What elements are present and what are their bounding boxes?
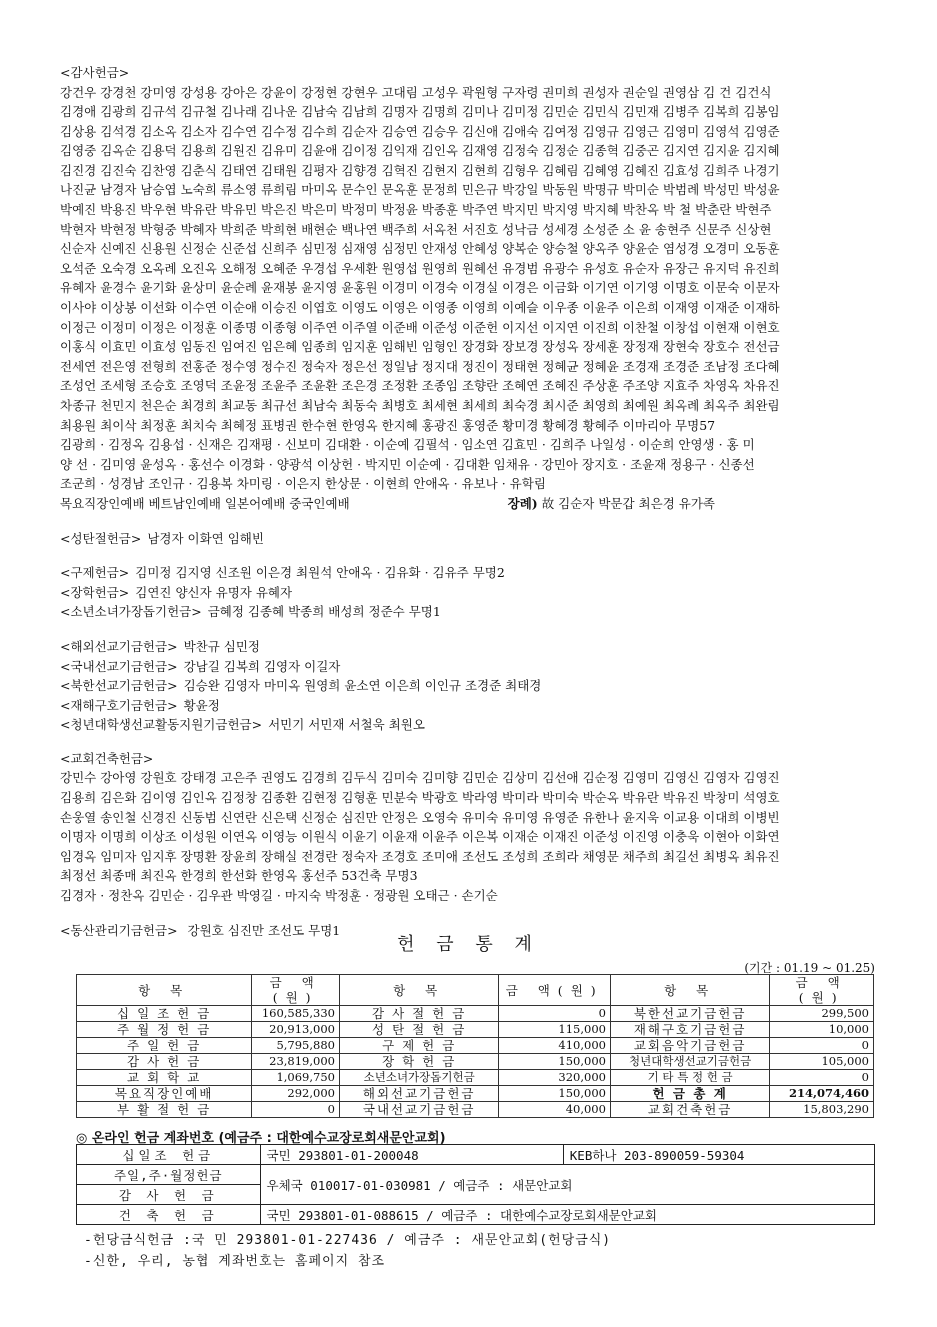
offering-group-label: <해외선교기금헌금>	[60, 638, 178, 654]
offering-group-line	[60, 657, 878, 677]
col-item-header: 항 목	[77, 975, 252, 1006]
stats-title: 헌 금 통 계	[397, 934, 540, 955]
offering-group-line	[60, 715, 878, 735]
stats-item: 목요직장인예배	[77, 1086, 252, 1102]
name-line: 나진균 남경자 남승엽 노숙희 류소영 류희림 마미옥 문수인 문옥훈 문정희 민은규 박강일 박동원 박명규 박미순 박범례 박성민 박성윤	[60, 182, 780, 198]
offering-group-line	[60, 696, 878, 716]
offering-group-line	[60, 637, 878, 657]
account-row	[77, 1165, 875, 1185]
name-line: 신순자 신예진 신용원 신정순 신준섭 신희주 심민정 심재영 심정민 안재성 안혜성 양복순 양승철 양옥주 양윤순 염성경 오경미 오동훈	[60, 241, 780, 257]
offering-group-label: <북한선교기금헌금>	[60, 678, 178, 694]
name-line: 최정선 최종매 최진옥 한경희 한선화 한영옥 홍선주 53건축 무명3	[60, 868, 418, 884]
stats-amount: 0	[499, 1006, 611, 1022]
stats-amount: 20,913,000	[252, 1022, 340, 1038]
offering-group-names: 강남길 김복희 김영자 이길자	[183, 658, 341, 674]
stats-item: 장 학 헌 금	[339, 1054, 498, 1070]
offering-group-label: <소년소녀가장돕기헌금>	[60, 604, 202, 620]
stats-item: 청년대학생선교기금헌금	[610, 1054, 769, 1070]
building-offering-names	[60, 768, 878, 905]
name-line: 김진경 김진숙 김찬영 김춘식 김태연 김태원 김평자 김향경 김혁진 김현지 김현희 김형우 김혜림 김혜영 김혜진 김효성 김희주 나경기	[60, 162, 780, 178]
stats-item: 구 제 헌 금	[339, 1038, 498, 1054]
name-line: 이정근 이정미 이정은 이정훈 이종명 이종형 이주연 이주열 이준배 이준성 이준헌 이지선 이지연 이진희 이찬철 이창섭 이현재 이현호	[60, 319, 780, 335]
stats-item: 교회건축헌금	[610, 1102, 769, 1118]
offering-group-line	[60, 529, 878, 549]
stats-amount: 15,803,290	[770, 1102, 874, 1118]
account-value: KEB하나 203-890059-59304	[563, 1145, 874, 1165]
name-line: 전세연 전은영 전형희 전홍준 정수영 정수진 정숙자 정은선 정일남 정지대 정진이 정태현 정혜균 정혜윤 조경재 조경준 조남정 조다혜	[60, 358, 780, 374]
footer-note-2: -신한, 우리, 농협 계좌번호는 홈페이지 참조	[84, 1254, 386, 1269]
stats-amount: 23,819,000	[252, 1054, 340, 1070]
name-line: 김경자 · 정찬옥 김민순 · 김우관 박영길 · 마지숙 박정훈 · 정광원 오태근 · 손기순	[60, 887, 498, 903]
name-line: 김경애 김광희 김규석 김규철 김나래 김나운 김남숙 김남희 김명자 김명희 김미나 김미정 김민순 김민식 김민재 김병주 김복희 김봉임	[60, 104, 780, 120]
stats-amount: 115,000	[499, 1022, 611, 1038]
offering-group-names: 김승완 김영자 마미옥 원영희 윤소연 이은희 이인규 조경준 최태경	[183, 678, 542, 694]
name-line: 조성언 조세형 조승호 조영덕 조윤정 조윤주 조윤환 조은경 조정환 조종임 조향란 조혜연 조혜진 주상훈 주조양 지효주 차영옥 차유진	[60, 378, 780, 394]
name-line: 김상용 김석경 김소옥 김소자 김수연 김수정 김수희 김순자 김승연 김승우 김신애 김애숙 김여정 김영규 김영근 김영미 김영석 김영준	[60, 123, 780, 139]
name-line: 최용원 최이삭 최정훈 최치숙 최혜정 표병권 한수현 한영옥 한지혜 홍광진 홍영준 황미경 황혜경 황혜주 이마리아 무명57	[60, 417, 716, 433]
worship-groups: 목요직장인예배 베트남인예배 일본어예배 중국인예배	[60, 495, 350, 511]
stats-row	[77, 1102, 874, 1118]
stats-item: 교회음악기금헌금	[610, 1038, 769, 1054]
offering-group-names: 서민기 서민재 서철욱 최원오	[268, 717, 425, 733]
offering-group-names: 박찬규 심민정	[183, 638, 260, 654]
property-offering-names: 강원호 심진만 조선도 무명1	[187, 922, 341, 938]
name-line: 김광희 · 김정옥 김용섭 · 신재은 김재평 · 신보미 김대환 · 이순예 김필석 · 임소연 김효민 · 김희주 나일성 · 이순희 안영생 · 홍 미	[60, 437, 755, 453]
stats-amount: 150,000	[499, 1086, 611, 1102]
stats-item: 십 일 조 헌 금	[77, 1006, 252, 1022]
offering-group-label: <청년대학생선교활동지원기금헌금>	[60, 717, 263, 733]
stats-row	[77, 1022, 874, 1038]
offering-group-label: <국내선교기금헌금>	[60, 658, 178, 674]
offering-group-label: <구제헌금>	[60, 565, 130, 581]
stats-item: 기 타 특 정 헌 금	[610, 1070, 769, 1086]
name-line: 강민수 강아영 강원호 강태경 고은주 권영도 김경희 김두식 김미숙 김미향 김민순 김상미 김선애 김순정 김영미 김영신 김영자 김영진	[60, 770, 780, 786]
stats-amount: 292,000	[252, 1086, 340, 1102]
donor-list	[60, 64, 878, 940]
account-value: 우체국 010017-01-030981 / 예금주 : 새문안교회	[260, 1165, 874, 1205]
relief-scholarship-section	[60, 563, 878, 622]
stats-amount: 0	[770, 1038, 874, 1054]
stats-item: 해외선교기금헌금	[339, 1086, 498, 1102]
stats-amount: 214,074,460	[770, 1086, 874, 1102]
stats-amount: 1,069,750	[252, 1070, 340, 1086]
offering-group-names: 김미정 김지영 신조원 이은경 최원석 안애옥 · 김유화 · 김유주 무명2	[135, 565, 505, 581]
stats-item: 부 활 절 헌 금	[77, 1102, 252, 1118]
stats-item: 성 탄 절 헌 금	[339, 1022, 498, 1038]
col-amount-header: 금 액(원)	[252, 975, 340, 1006]
name-line: 박예진 박용진 박우현 박유란 박유민 박은진 박은미 박정미 박정윤 박종훈 박주연 박지민 박지영 박지혜 박찬옥 박 철 박춘란 박현주	[60, 202, 772, 218]
christmas-offering-section	[60, 529, 878, 549]
col-amount-header: 금 액(원)	[770, 975, 874, 1006]
stats-amount: 150,000	[499, 1054, 611, 1070]
name-line: 김영중 김옥순 김용덕 김용희 김원진 김유미 김윤애 김이정 김익재 김인옥 김재영 김정숙 김정순 김종혁 김중곤 김지연 김지윤 김지혜	[60, 143, 780, 159]
name-line: 조군희 · 성경남 조인규 · 김용복 차미링 · 이은지 한상문 · 이현희 안애옥 · 유보나 · 유학림	[60, 476, 546, 492]
offering-group-names: 남경자 이화연 임해빈	[147, 530, 264, 546]
stats-item: 북한선교기금헌금	[610, 1006, 769, 1022]
stats-row	[77, 1006, 874, 1022]
stats-amount: 299,500	[770, 1006, 874, 1022]
building-offering-label: <교회건축헌금>	[60, 750, 154, 766]
account-value: 국민 293801-01-088615 / 예금주 : 대한예수교장로회새문안교회	[260, 1205, 874, 1225]
stats-item: 감 사 헌 금	[77, 1054, 252, 1070]
stats-amount: 10,000	[770, 1022, 874, 1038]
offering-group-line	[60, 676, 878, 696]
stats-amount: 0	[770, 1070, 874, 1086]
stats-amount: 40,000	[499, 1102, 611, 1118]
offering-group-line	[60, 583, 878, 603]
col-item-header: 항 목	[610, 975, 769, 1006]
account-table	[76, 1144, 875, 1225]
offering-group-label: <장학헌금>	[60, 584, 130, 600]
stats-row	[77, 1038, 874, 1054]
thanks-worship-line	[60, 494, 878, 514]
online-account-heading: ◎ 온라인 헌금 계좌번호 (예금주 : 대한예수교장로회새문안교회)	[76, 1131, 446, 1146]
stats-item: 교 회 학 교	[77, 1070, 252, 1086]
account-key: 건 축 헌 금	[77, 1205, 261, 1225]
account-key: 십일조 헌금	[77, 1145, 261, 1165]
name-line: 강건우 강경천 강미영 강성용 강아은 강윤이 강정현 강현우 고대림 고성우 곽원형 구자령 권미희 권성자 권순일 권영삼 김 건 김건식	[60, 84, 772, 100]
name-line: 박현자 박현정 박형중 박혜자 박희준 박희현 배현순 백나연 백주희 서옥천 서진호 성낙금 성세경 소성준 소 윤 송현주 신문주 신상현	[60, 221, 772, 237]
name-line: 차종규 천민지 천은순 최경희 최교동 최규선 최남숙 최동숙 최병호 최세현 최세희 최숙경 최시준 최영희 최예원 최옥례 최옥주 최완림	[60, 398, 780, 413]
thanks-offering-label: <감사헌금>	[60, 65, 130, 80]
stats-amount: 320,000	[499, 1070, 611, 1086]
stats-item: 감 사 절 헌 금	[339, 1006, 498, 1022]
name-line: 손웅열 송인철 신경진 신동범 신연란 신은택 신정순 심진만 안정은 오영숙 유미숙 유미영 유영준 유한나 윤지욱 이교용 이대희 이병빈	[60, 809, 780, 825]
name-line: 오석준 오숙경 오옥례 오진옥 오해정 오혜준 우경섭 우세환 원영섭 원영희 원혜선 유경범 유광수 유성호 유순자 유장근 유지덕 유진희	[60, 260, 780, 276]
stats-item: 재해구호기금헌금	[610, 1022, 769, 1038]
name-line: 임경옥 임미자 임지후 장명환 장윤희 장해실 전경란 정숙자 조경호 조미애 조선도 조성희 조희라 채영문 채주희 최길선 최병옥 최유진	[60, 848, 780, 864]
offering-stats-table	[76, 974, 874, 1118]
property-offering-label: <동산관리기금헌금>	[60, 922, 178, 938]
name-line: 이명자 이명희 이상조 이성원 이연옥 이영능 이원식 이윤기 이윤재 이윤주 이은복 이재순 이재진 이준성 이진영 이충욱 이현아 이화연	[60, 829, 780, 845]
stats-item: 주 일 헌 금	[77, 1038, 252, 1054]
stats-period: (기간 : 01.19 ~ 01.25)	[744, 961, 875, 975]
stats-item: 소년소녀가장돕기헌금	[339, 1070, 498, 1086]
account-row	[77, 1145, 875, 1165]
stats-item: 헌 금 총 계	[610, 1086, 769, 1102]
account-key: 주일,주·월정헌금	[77, 1165, 261, 1185]
account-value: 국민 293801-01-200048	[260, 1145, 563, 1165]
offering-group-label: <성탄절헌금>	[60, 530, 142, 546]
stats-amount: 410,000	[499, 1038, 611, 1054]
mission-fund-section	[60, 637, 878, 735]
stats-amount: 105,000	[770, 1054, 874, 1070]
stats-row	[77, 1070, 874, 1086]
offering-group-line	[60, 563, 878, 583]
stats-item: 국내선교기금헌금	[339, 1102, 498, 1118]
thanks-offering-names	[60, 83, 878, 494]
offering-group-names: 김연진 양신자 유명자 유혜자	[135, 584, 293, 600]
stats-amount: 160,585,330	[252, 1006, 340, 1022]
name-line: 양 선 · 김미영 윤성옥 · 홍선수 이경화 · 양광석 이상헌 · 박지민 이순예 · 김대환 임채유 · 강민아 장지호 · 조윤재 정용구 · 신종선	[60, 456, 755, 472]
offering-group-label: <재해구호기금헌금>	[60, 697, 178, 713]
col-item-header: 항 목	[339, 975, 498, 1006]
stats-amount: 0	[252, 1102, 340, 1118]
stats-row	[77, 1086, 874, 1102]
account-row	[77, 1205, 875, 1225]
account-key: 감 사 헌 금	[77, 1185, 261, 1205]
funeral-label: 장례)	[507, 495, 538, 511]
name-line: 유혜자 윤경수 윤기화 윤상미 윤순례 윤재봉 윤지영 윤홍원 이경미 이경숙 이경실 이경은 이금화 이기연 이기영 이명호 이문숙 이문자	[60, 280, 780, 296]
offering-group-names: 황윤정	[183, 697, 220, 713]
offering-group-names: 금혜정 김종혜 박종희 배성희 정준수 무명1	[207, 604, 441, 620]
stats-item: 주 월 정 헌 금	[77, 1022, 252, 1038]
stats-header-row	[77, 975, 874, 1006]
footer-note-1: -헌당금식헌금 :국 민 293801-01-227436 / 예금주 : 새문안교회(헌당금식)	[84, 1233, 612, 1248]
stats-amount: 5,795,880	[252, 1038, 340, 1054]
offering-group-line	[60, 602, 878, 622]
name-line: 이홍식 이효민 이효성 임동진 임여진 임은혜 임종희 임지훈 임해빈 임형인 장경화 장보경 장성옥 장세훈 장정재 장현숙 장호수 전선금	[60, 339, 780, 355]
funeral-names: 故 김순자 박문갑 최은경 유가족	[541, 495, 715, 511]
name-line: 김용희 김은화 김이영 김인옥 김정창 김종환 김현정 김형훈 민분숙 박광호 박라영 박미라 박미숙 박순옥 박유란 박유진 박창미 석영호	[60, 790, 780, 805]
name-line: 이사야 이상봉 이선화 이수연 이순애 이승진 이엽호 이영도 이영은 이영종 이영희 이예슬 이우종 이윤주 이은희 이재영 이재준 이재하	[60, 300, 780, 316]
col-amount-header: 금 액(원)	[499, 975, 611, 1006]
stats-row	[77, 1054, 874, 1070]
